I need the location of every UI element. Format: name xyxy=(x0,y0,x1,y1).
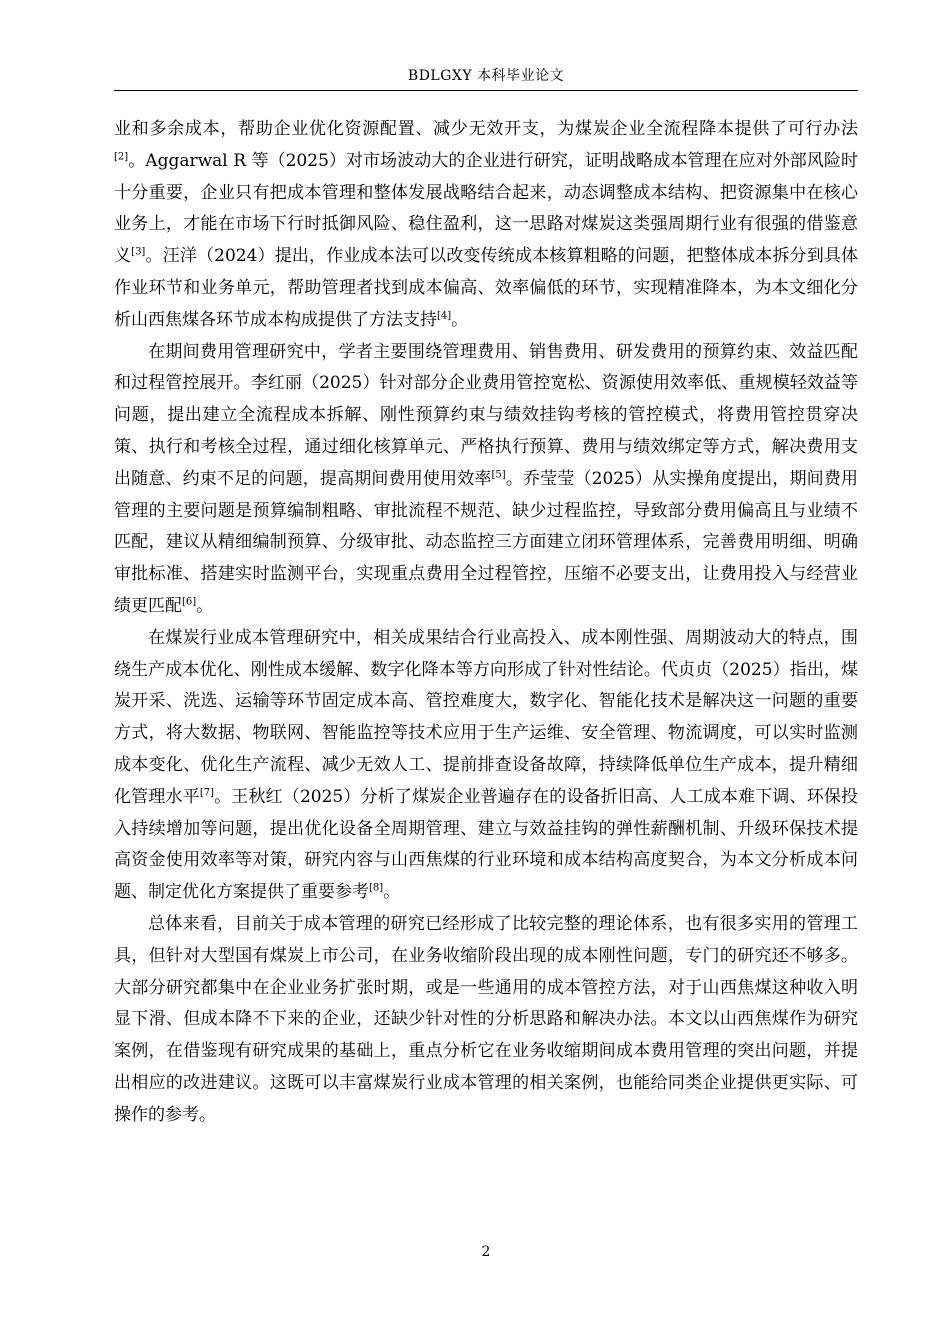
citation-ref: [6] xyxy=(182,596,197,608)
text-segment: 。 xyxy=(451,309,469,330)
page-header: BDLGXY 本科毕业论文 xyxy=(407,68,565,84)
text-segment: 在煤炭行业成本管理研究中，相关成果结合行业高投入、成本刚性强、周期波动大的特点，围绕生产成本优化、刚性成本缓解、数字化降本等方向形成了针对性结论。代贞贞（2025）指出，煤炭开采、洗选、运输等环节固定成本高、管控难度大，数字化、智能化技术是解决这一问题的重要方式，将大数据、物联网、智能监控等技术应用于生产运维、安全管理、物流调度，可以实时监测成本变化、优化生产流程、减少无效人工、提前排查设备故障，持续降低单位生产成本，提升精细化管理水平 xyxy=(114,627,858,807)
citation-ref: [8] xyxy=(369,882,384,894)
text-segment: 。汪洋（2024）提出，作业成本法可以改变传统成本核算粗略的问题，把整体成本拆分到具体作业环节和业务单元，帮助管理者找到成本偏高、效率偏低的环节，实现精准降本，为本文细化分析山西焦煤各环节成本构成提供了方法支持 xyxy=(114,246,859,330)
text-segment: 。王秋红（2025）分析了煤炭企业普遍存在的设备折旧高、人工成本难下调、环保投入持续增加等问题，提出优化设备全周期管理、建立与效益挂钩的弹性薪酬机制、升级环保技术提高资金使用效率等对策，研究内容与山西焦煤的行业环境和成本结构高度契合，为本文分析成本问题、制定优化方案提供了重要参考 xyxy=(114,786,859,903)
body-text xyxy=(114,114,858,1132)
citation-ref: [5] xyxy=(491,469,506,481)
text-segment: 。 xyxy=(196,595,214,616)
citation-ref: [7] xyxy=(199,787,214,799)
paragraph xyxy=(114,623,858,909)
paragraph xyxy=(114,114,858,337)
citation-ref: [4] xyxy=(437,310,452,322)
text-segment: 。乔莹莹（2025）从实操角度提出，期间费用管理的主要问题是预算编制粗略、审批流程不规范、缺少过程监控，导致部分费用偏高且与业绩不匹配，建议从精细编制预算、分级审批、动态监控三方面建立闭环管理体系，完善费用明细、明确审批标准、搭建实时监测平台，实现重点费用全过程管控，压缩不必要支出，让费用投入与经营业绩更匹配 xyxy=(114,468,859,616)
text-segment: 。 xyxy=(383,882,401,903)
citation-ref: [3] xyxy=(131,246,146,258)
citation-ref: [2] xyxy=(114,151,129,163)
page-number: 2 xyxy=(481,1244,491,1260)
text-segment: 。Aggarwal R 等（2025）对市场波动大的企业进行研究，证明战略成本管理在应对外部风险时十分重要，企业只有把成本管理和整体发展战略结合起来，动态调整成本结构、把资源集中在核心业务上，才能在市场下行时抵御风险、稳住盈利，这一思路对煤炭这类强周期行业有很强的借鉴意义 xyxy=(114,150,858,267)
paragraph xyxy=(114,909,858,1132)
text-segment: 在期间费用管理研究中，学者主要围绕管理费用、销售费用、研发费用的预算约束、效益匹配和过程管控展开。李红丽（2025）针对部分企业费用管控宽松、资源使用效率低、重规模轻效益等问题，提出建立全流程成本拆解、刚性预算约束与绩效挂钩考核的管控模式，将费用管控贯穿决策、执行和考核全过程，通过细化核算单元、严格执行预算、费用与绩效绑定等方式，解决费用支出随意、约束不足的问题，提高期间费用使用效率 xyxy=(114,341,858,489)
header-divider xyxy=(114,90,858,91)
text-segment: 总体来看，目前关于成本管理的研究已经形成了比较完整的理论体系，也有很多实用的管理工具，但针对大型国有煤炭上市公司，在业务收缩阶段出现的成本刚性问题，专门的研究还不够多。大部分研究都集中在企业业务扩张时期，或是一些通用的成本管控方法，对于山西焦煤这种收入明显下滑、但成本降不下来的企业，还缺少针对性的分析思路和解决办法。本文以山西焦煤作为研究案例，在借鉴现有研究成果的基础上，重点分析它在业务收缩期间成本费用管理的突出问题，并提出相应的改进建议。这既可以丰富煤炭行业成本管理的相关案例，也能给同类企业提供更实际、可操作的参考。 xyxy=(114,913,858,1125)
text-segment: 业和多余成本，帮助企业优化资源配置、减少无效开支，为煤炭企业全流程降本提供了可行办法 xyxy=(114,119,858,139)
paragraph xyxy=(114,337,858,623)
